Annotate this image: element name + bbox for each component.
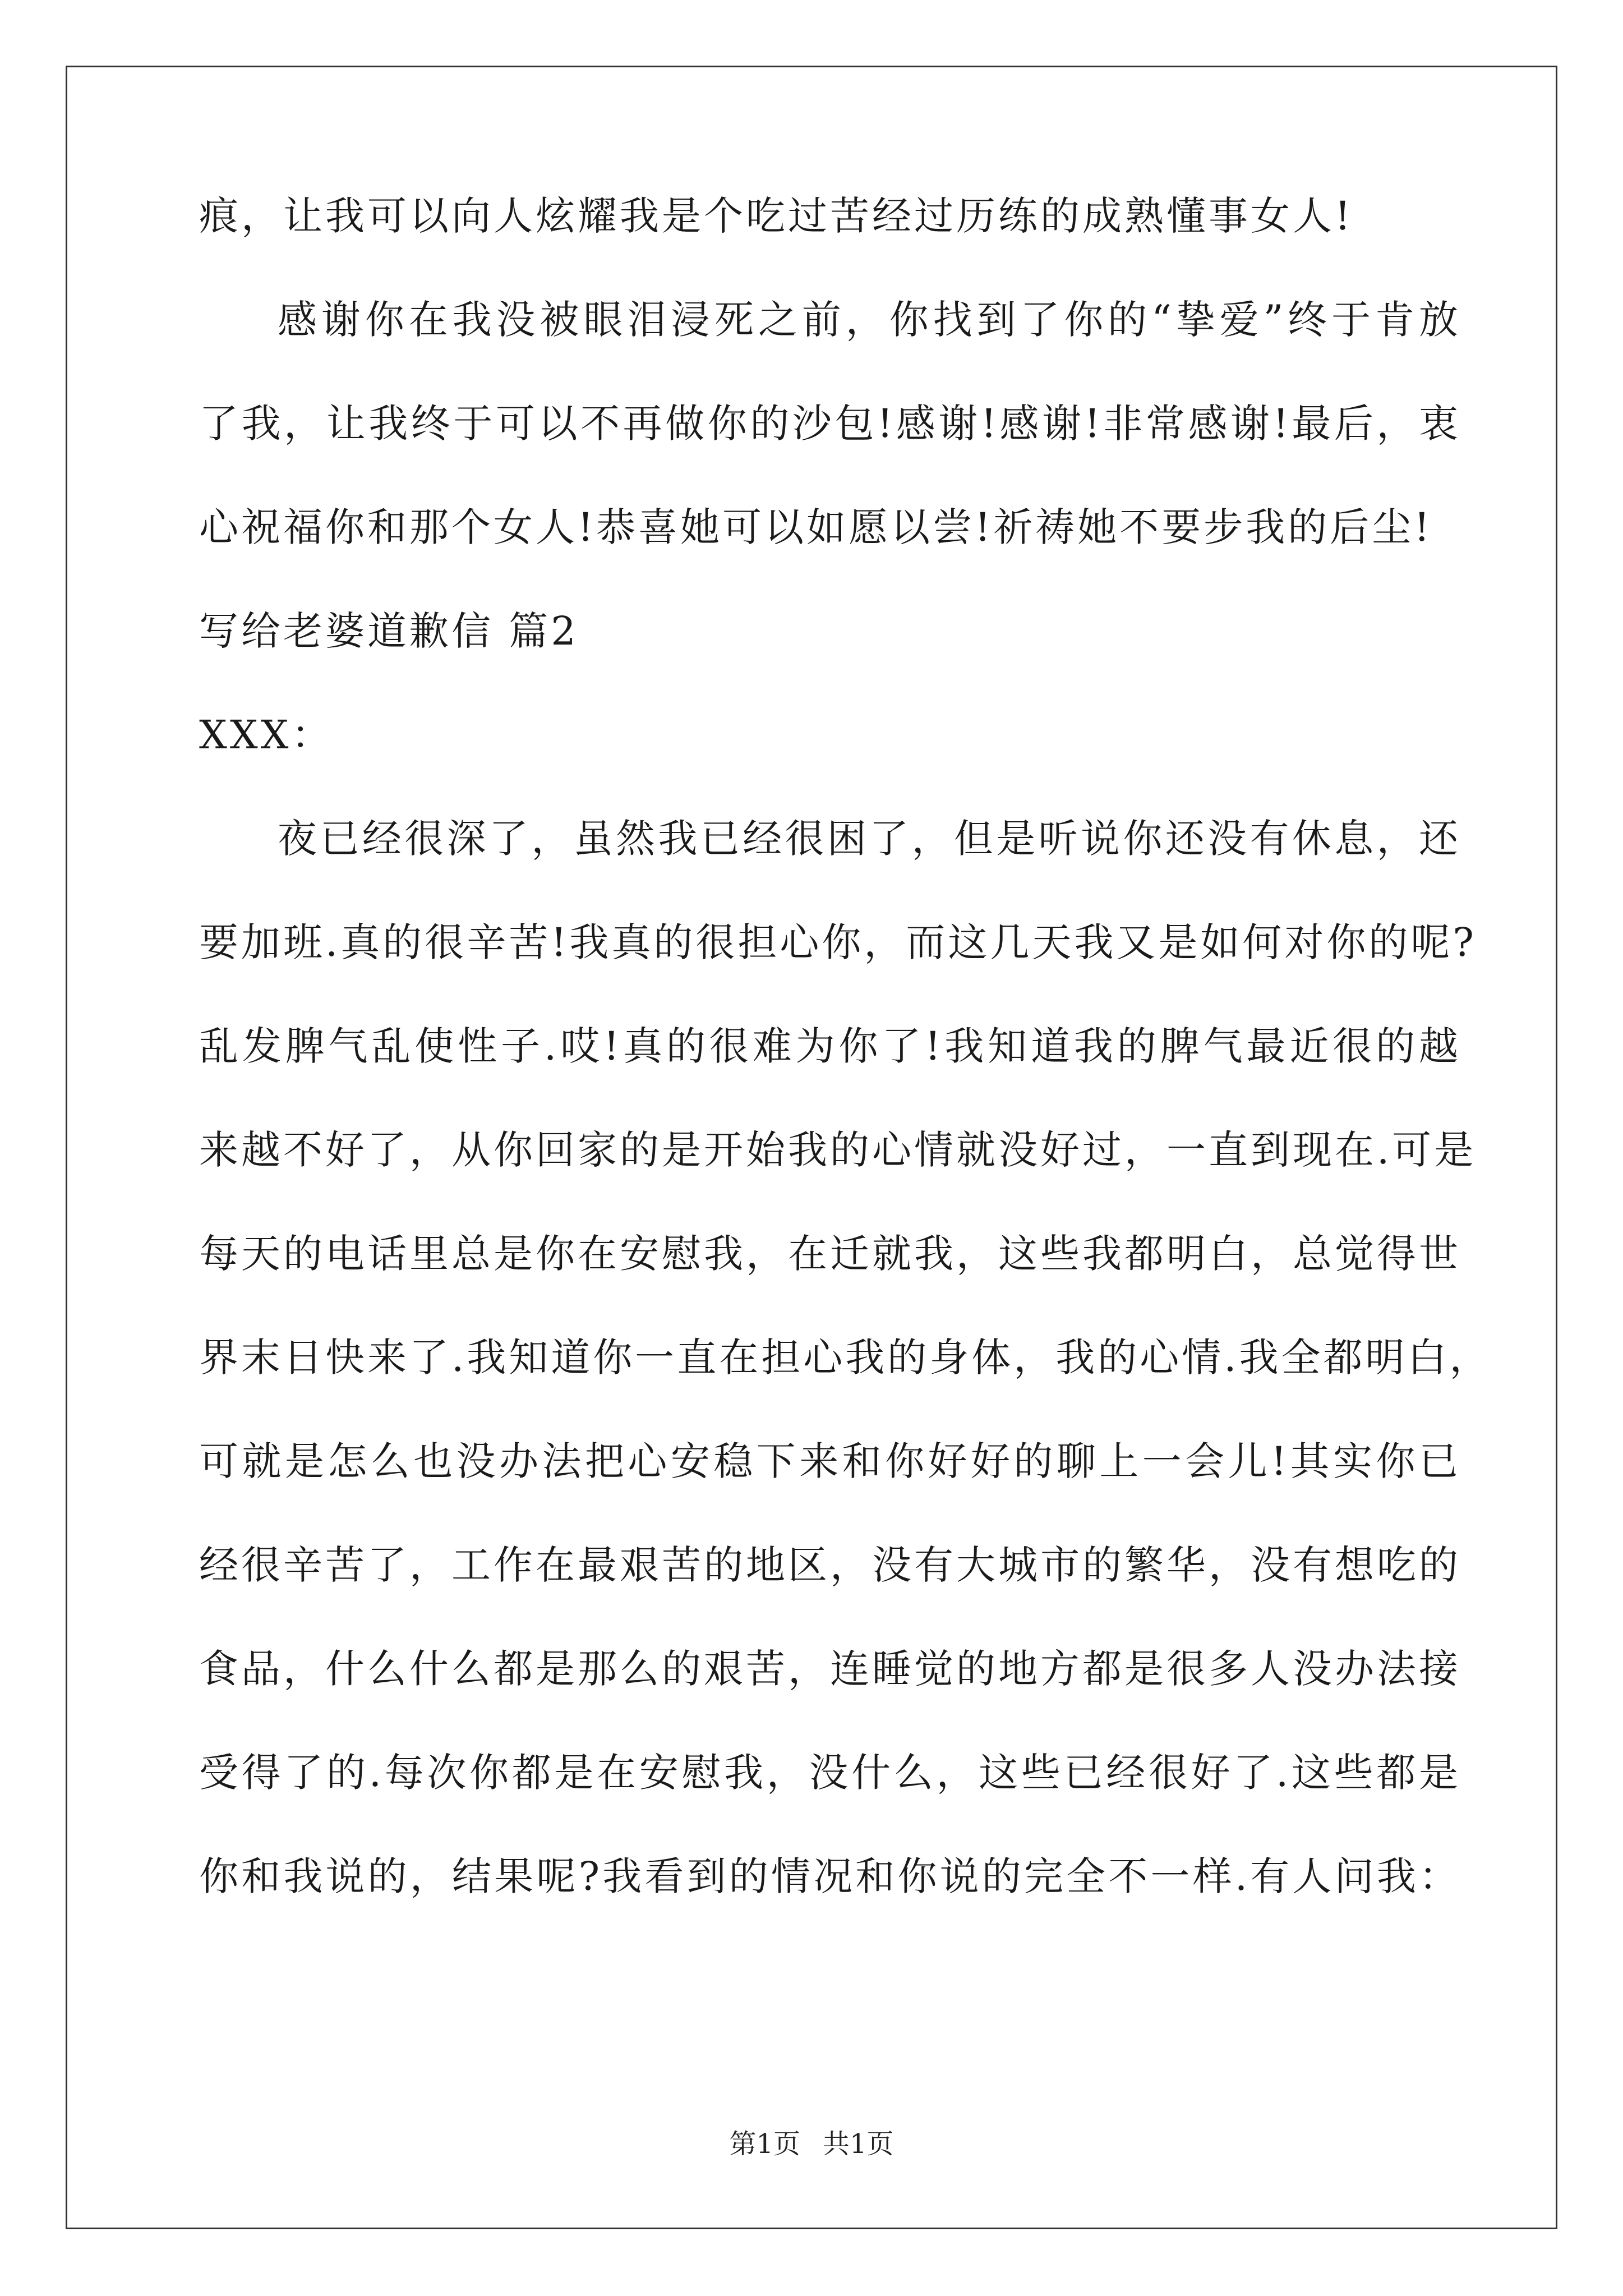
- page-number: 第1页: [729, 2128, 800, 2160]
- section-heading: 写给老婆道歉信 篇2: [199, 608, 579, 654]
- text-line: 界末日快来了.我知道你一直在担心我的身体，我的心情.我全都明白，: [199, 1335, 1492, 1381]
- text-line: 来越不好了，从你回家的是开始我的心情就没好过，一直到现在.可是: [199, 1127, 1477, 1173]
- text-line: 经很辛苦了，工作在最艰苦的地区，没有大城市的繁华，没有想吃的: [199, 1542, 1461, 1588]
- text-line: 可就是怎么也没办法把心安稳下来和你好好的聊上一会儿!其实你已: [199, 1438, 1461, 1484]
- text-line: 乱发脾气乱使性子.哎!真的很难为你了!我知道我的脾气最近很的越: [199, 1023, 1461, 1069]
- text-line: 要加班.真的很辛苦!我真的很担心你，而这几天我又是如何对你的呢?: [199, 919, 1477, 965]
- page-total: 共1页: [823, 2128, 894, 2160]
- text-line: 痕，让我可以向人炫耀我是个吃过苦经过历练的成熟懂事女人!: [199, 193, 1354, 239]
- text-line: 你和我说的，结果呢?我看到的情况和你说的完全不一样.有人问我：: [199, 1853, 1461, 1899]
- salutation: XXX：: [199, 712, 334, 758]
- document-body: [199, 193, 1492, 1961]
- text-line: 了我，让我终于可以不再做你的沙包!感谢!感谢!非常感谢!最后，衷: [199, 401, 1461, 447]
- text-line: 食品，什么什么都是那么的艰苦，连睡觉的地方都是很多人没办法接: [199, 1646, 1461, 1692]
- text-line: 心祝福你和那个女人!恭喜她可以如愿以尝!祈祷她不要步我的后尘!: [199, 504, 1433, 550]
- text-line: 夜已经很深了，虽然我已经很困了，但是听说你还没有休息，还: [278, 816, 1461, 862]
- text-line: 每天的电话里总是你在安慰我，在迁就我，这些我都明白，总觉得世: [199, 1231, 1461, 1277]
- page-footer: [0, 2128, 1623, 2160]
- text-line: 感谢你在我没被眼泪浸死之前，你找到了你的“挚爱”终于肯放: [278, 297, 1461, 343]
- text-line: 受得了的.每次你都是在安慰我，没什么，这些已经很好了.这些都是: [199, 1750, 1461, 1796]
